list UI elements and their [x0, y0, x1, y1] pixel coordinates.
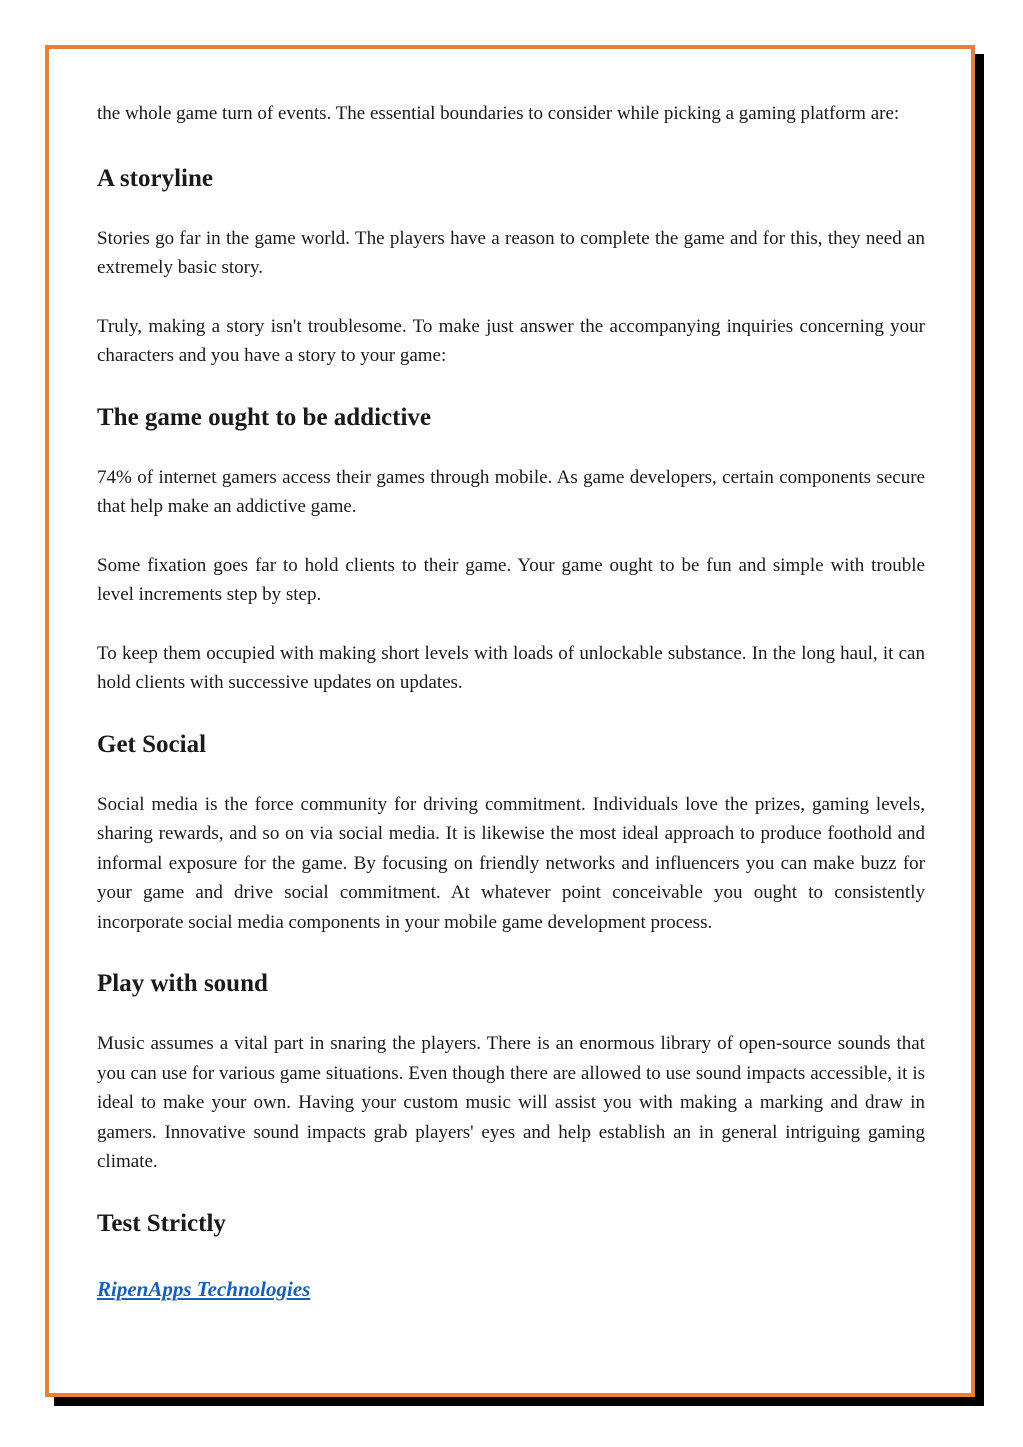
addictive-paragraph-1: 74% of internet gamers access their games through mobile. As game developers, certain components secure that help make an addictive game.	[97, 466, 925, 517]
sound-paragraph: Music assumes a vital part in snaring the players. There is an enormous library of open-source sounds that you can use for various game situations. Even though there are allowed to use sound impacts accessible, it is ideal to make your own. Having your custom music will assist you with making a marking and draw in gamers. Innovative sound impacts grab players' eyes and help establish an in general intriguing gaming climate.	[97, 1033, 925, 1172]
heading-test-strictly: Test Strictly	[97, 1209, 226, 1237]
heading-play-with-sound: Play with sound	[97, 970, 268, 997]
addictive-paragraph-2: Some fixation goes far to hold clients to their game. Your game ought to be fun and simple with trouble level increments step by step.	[97, 554, 925, 605]
storyline-paragraph-1: Stories go far in the game world. The players have a reason to complete the game and for this, they need an extremely basic story.	[97, 227, 925, 278]
storyline-paragraph-2: Truly, making a story isn't troublesome. To make just answer the accompanying inquiries concerning your characters and you have a story to your game:	[97, 315, 925, 366]
addictive-paragraph-3: To keep them occupied with making short levels with loads of unlockable substance. In the long haul, it can hold clients with successive updates on updates.	[97, 642, 925, 693]
heading-storyline: A storyline	[97, 164, 213, 192]
heading-addictive: The game ought to be addictive	[97, 403, 432, 431]
document-body	[97, 99, 925, 1302]
company-link[interactable]: RipenApps Technologies	[97, 1276, 311, 1301]
intro-paragraph: the whole game turn of events. The essential boundaries to consider while picking a gaming platform are:	[97, 103, 900, 124]
social-paragraph: Social media is the force community for driving commitment. Individuals love the prizes, gaming levels, sharing rewards, and so on via social media. It is likewise the most ideal approach to produce foothold and informal exposure for the game. By focusing on friendly networks and influencers you can make buzz for your game and drive social commitment. At whatever point conceivable you ought to consistently incorporate social media components in your mobile game development process.	[97, 793, 925, 933]
page-frame	[45, 45, 975, 1397]
heading-get-social: Get Social	[97, 730, 207, 758]
